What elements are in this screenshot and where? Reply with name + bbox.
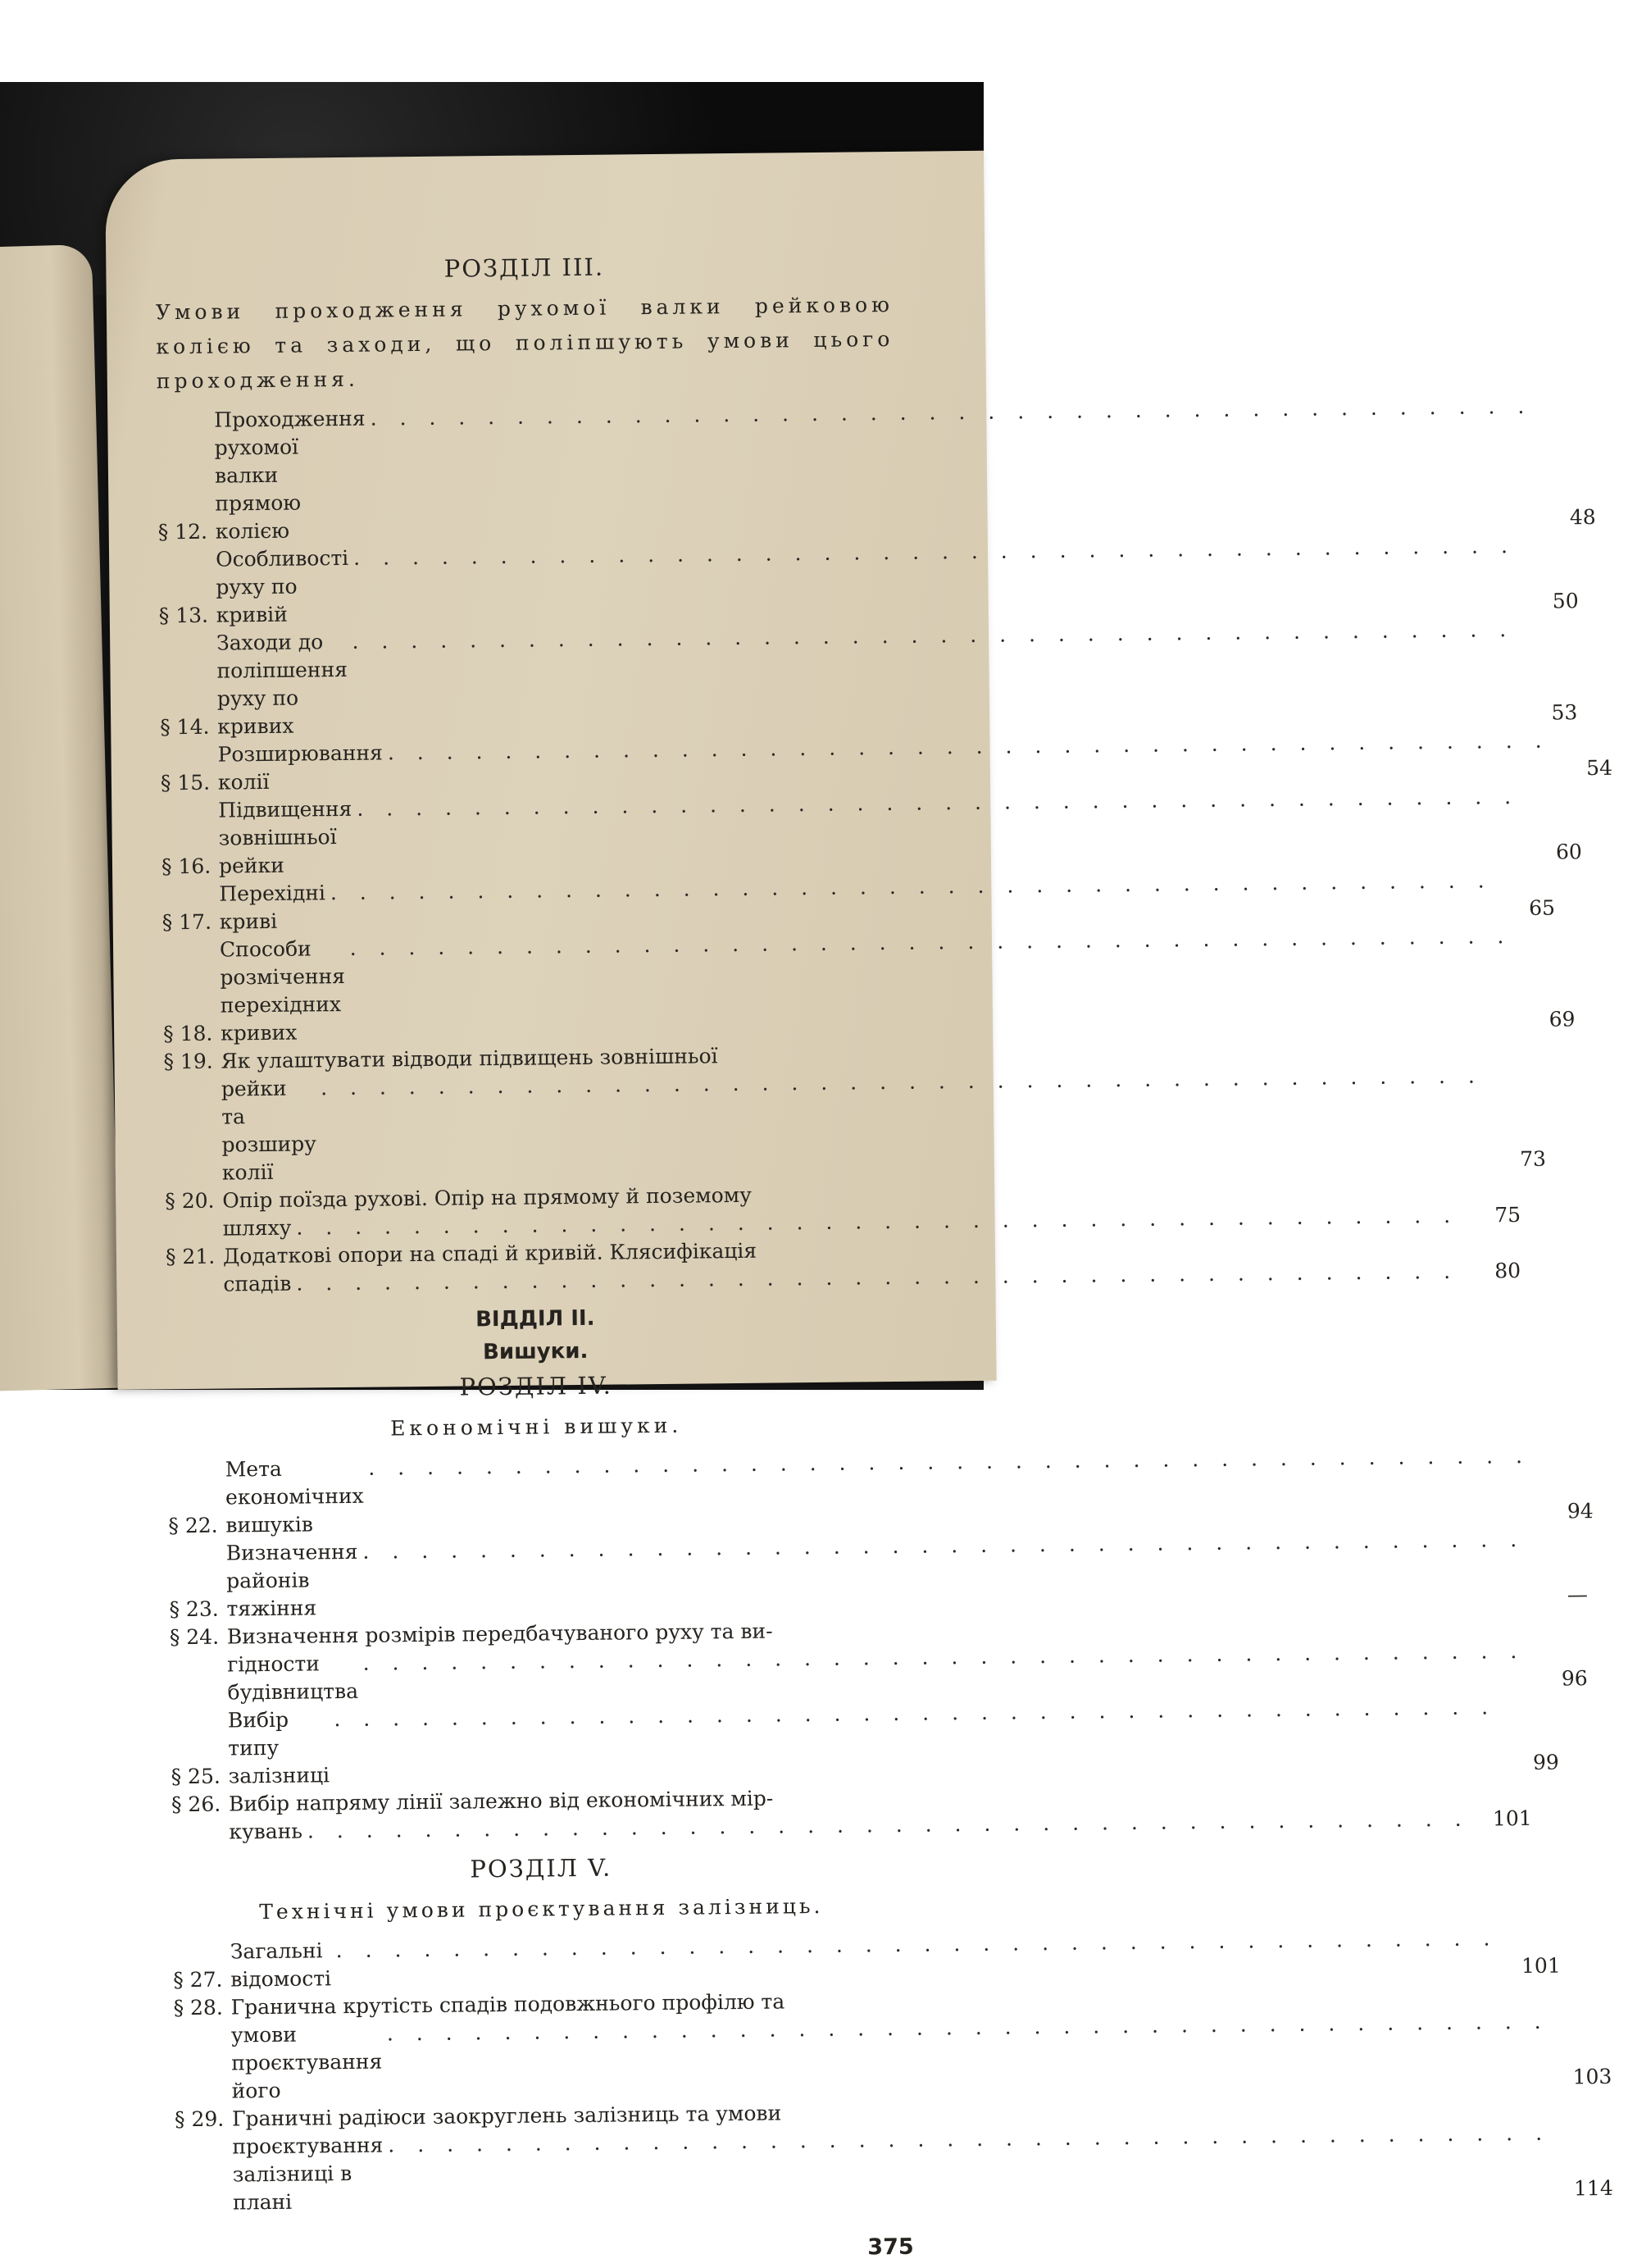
toc-entry xyxy=(161,790,1582,881)
page-number: — xyxy=(1567,1583,1589,1607)
section-title: Опір поїзда рухові. Опір на прямому й поземому xyxy=(222,1182,753,1213)
section-title-continued: умови проєктування його xyxy=(230,2022,383,2103)
page-number: 94 xyxy=(1567,1499,1594,1523)
page-number: 96 xyxy=(1561,1666,1588,1691)
section-title-continued: кувань xyxy=(229,1819,303,1844)
page-number: 101 xyxy=(1492,1806,1532,1831)
page-number: 114 xyxy=(1573,2175,1613,2201)
section-number: § 29. xyxy=(174,2106,225,2132)
chapter-5-heading: РОЗДІЛ V. xyxy=(470,1853,612,1883)
chapter-5-subtitle: Технічні умови проєктування залізниць. xyxy=(259,1893,824,1924)
section-title: Гранична крутість спадів подовжнього профілю та xyxy=(230,1989,785,2020)
section-number: § 20. xyxy=(165,1188,215,1214)
page-number: 101 xyxy=(1521,1953,1561,1979)
section-title: Додаткові опори на спаді й кривій. Клясифікація xyxy=(222,1238,757,1268)
toc-entry xyxy=(159,622,1578,741)
page-number: 48 xyxy=(1569,504,1596,530)
section-number: § 22. xyxy=(168,1513,218,1538)
chapter-4-subtitle: Економічні вишуки. xyxy=(389,1413,683,1441)
chapter-5-entries xyxy=(173,1931,1613,2217)
contents-page xyxy=(105,151,1613,2261)
toc-entry xyxy=(173,1931,1561,1994)
page-number: 60 xyxy=(1555,840,1582,864)
toc-entry xyxy=(174,2098,1613,2217)
left-page-edge-numbers xyxy=(0,247,15,1391)
section-number: § 23. xyxy=(169,1596,219,1622)
section-title: Підвищення зовнішньої рейки xyxy=(218,796,352,878)
section-title: Вибір напряму лінії залежно від економічних мір- xyxy=(228,1786,774,1816)
page-folio: 375 xyxy=(867,2234,914,2261)
leader-dots xyxy=(370,393,1532,433)
section-title: Заходи до поліпшення руху по кривих xyxy=(216,630,348,739)
chapter-3-entries xyxy=(157,399,1613,1299)
toc-entry xyxy=(169,1532,1589,1624)
section-title: Визначення розмірів передбачуваного руху та ви- xyxy=(226,1619,773,1649)
section-number: § 28. xyxy=(173,1995,223,2020)
division-2-subheading: Вишуки. xyxy=(482,1338,589,1365)
toc-entry xyxy=(165,1236,1521,1299)
toc-entry xyxy=(163,1041,1547,1187)
section-number: § 19. xyxy=(163,1049,213,1074)
section-number: § 18. xyxy=(163,1021,213,1046)
section-title: Граничні радіюси заокруглень залізниць та умови xyxy=(231,2101,782,2131)
toc-entry xyxy=(165,1180,1521,1243)
leader-dots xyxy=(336,1924,1498,1965)
toc-entry xyxy=(157,399,1596,546)
section-title-continued: проєктування залізниці в плані xyxy=(232,2133,384,2215)
toc-entry xyxy=(160,734,1613,797)
section-title-continued: шляху xyxy=(222,1215,292,1241)
section-number: § 17. xyxy=(161,909,212,935)
toc-entry xyxy=(171,1783,1532,1847)
section-number: § 13. xyxy=(158,603,209,628)
section-title: Загальні відомості xyxy=(230,1938,332,1992)
section-title-continued: спадів xyxy=(223,1271,292,1296)
section-number: § 16. xyxy=(161,854,211,879)
chapter-4-entries xyxy=(168,1449,1594,1847)
section-title: Способи розмічення перехідних кривих xyxy=(219,936,346,1045)
section-title: Особливості руху по кривій xyxy=(215,545,349,627)
section-title: Перехідні криві xyxy=(219,881,326,934)
section-title: Розширювання колії xyxy=(217,740,384,795)
toc-entry xyxy=(173,1987,1612,2106)
section-number: § 25. xyxy=(171,1764,221,1789)
page-content xyxy=(155,250,1613,2267)
section-number: § 12. xyxy=(157,519,208,544)
division-2-heading: ВІДДІЛ II. xyxy=(475,1305,595,1332)
toc-entry xyxy=(168,1449,1594,1540)
page-number: 69 xyxy=(1548,1007,1576,1032)
toc-entry xyxy=(171,1700,1559,1791)
book-photo xyxy=(0,82,1613,2261)
toc-entry xyxy=(162,929,1576,1048)
section-number: § 24. xyxy=(169,1624,220,1650)
page-number: 50 xyxy=(1552,589,1579,613)
section-title-continued: рейки та розширу колії xyxy=(221,1076,317,1185)
section-title: Визначення районів тяжіння xyxy=(225,1539,358,1621)
page-number: 65 xyxy=(1529,895,1556,920)
toc-entry xyxy=(169,1616,1588,1707)
section-title: Мета економічних вишуків xyxy=(225,1456,364,1537)
section-number: § 21. xyxy=(165,1244,216,1269)
chapter-3-heading: РОЗДІЛ III. xyxy=(443,253,605,283)
section-title: Вибір типу залізниці xyxy=(227,1707,330,1788)
toc-entry xyxy=(158,539,1579,630)
page-number: 80 xyxy=(1494,1258,1521,1283)
page-number: 73 xyxy=(1519,1146,1547,1171)
page-number: 103 xyxy=(1572,2064,1612,2089)
page-number: 54 xyxy=(1585,755,1613,781)
section-title-continued: гідности будівництва xyxy=(227,1651,359,1705)
section-number: § 27. xyxy=(173,1967,223,1992)
page-number: 53 xyxy=(1551,700,1578,725)
section-number: § 15. xyxy=(160,770,211,795)
chapter-3-subtitle: Умови проходження рухомої валки рейковою колією та заходи, що поліпшують умови цього проходження. xyxy=(155,292,894,394)
section-number: § 26. xyxy=(171,1792,221,1817)
page-number: 75 xyxy=(1494,1202,1521,1227)
section-title: Проходження рухомої валки прямою колією xyxy=(214,406,366,544)
chapter-4-heading: РОЗДІЛ IV. xyxy=(459,1371,613,1401)
page-number: 99 xyxy=(1532,1750,1559,1774)
left-page xyxy=(0,244,121,1391)
section-title: Як улаштувати відводи підвищень зовнішньої xyxy=(221,1044,718,1073)
leader-dots xyxy=(368,1442,1530,1482)
toc-entry xyxy=(161,873,1556,936)
section-number: § 14. xyxy=(160,714,210,740)
